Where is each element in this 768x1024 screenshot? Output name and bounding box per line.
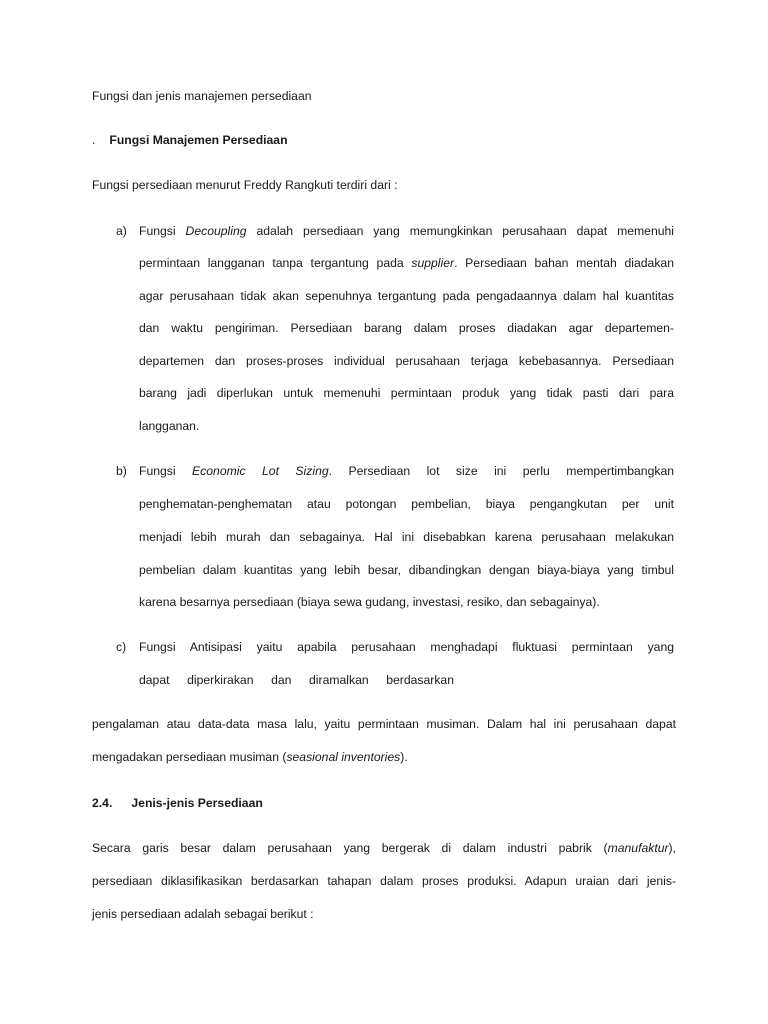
text-line: karena besarnya persediaan (biaya sewa gudang, investasi, resiko, dan sebagainya). (139, 595, 600, 609)
list-item-label: c) (116, 640, 127, 654)
text-line: permintaan langganan tanpa tergantung pada supplier. Persediaan bahan mentah diadakan (139, 256, 674, 270)
list-item-label: a) (116, 224, 127, 238)
text-line: penghematan-penghematan atau potongan pembelian, biaya pengangkutan per unit (139, 497, 674, 511)
text-line: Fungsi Decoupling adalah persediaan yang memungkinkan perusahaan dapat memenuhi (139, 224, 674, 238)
subsection-number: 2.4. (92, 796, 113, 810)
text-line: agar perusahaan tidak akan sepenuhnya tergantung pada pengadaannya dalam hal kuantitas (139, 289, 674, 303)
text-line: departemen dan proses-proses individual perusahaan terjaga kebebasannya. Persediaan (139, 354, 674, 368)
text-line: jenis persediaan adalah sebagai berikut : (92, 907, 314, 921)
list-item-label: b) (116, 464, 127, 478)
text-line: Secara garis besar dalam perusahaan yang bergerak di dalam industri pabrik (manufaktur), (92, 841, 676, 855)
section-number: . (92, 133, 96, 147)
text-line: mengadakan persediaan musiman (seasional inventories). (92, 750, 408, 764)
text-line: pengalaman atau data-data masa lalu, yaitu permintaan musiman. Dalam hal ini perusahaan dapat (92, 717, 676, 731)
section-title: Fungsi Manajemen Persediaan (109, 133, 288, 147)
text-line: Fungsi Economic Lot Sizing. Persediaan lot size ini perlu mempertimbangkan (139, 464, 674, 478)
text-line: menjadi lebih murah dan sebagainya. Hal ini disebabkan karena perusahaan melakukan (139, 530, 674, 544)
text-line: persediaan diklasifikasikan berdasarkan tahapan dalam proses produksi. Adapun uraian dari jenis- (92, 874, 676, 888)
section-heading (92, 132, 288, 148)
text-line: pembelian dalam kuantitas yang lebih besar, dibandingkan dengan biaya-biaya yang timbul (139, 563, 674, 577)
text-line: Fungsi Antisipasi yaitu apabila perusahaan menghadapi fluktuasi permintaan yang (139, 640, 674, 654)
text-line: dapat diperkirakan dan diramalkan berdasarkan (139, 673, 454, 687)
subsection-heading (92, 795, 263, 811)
document-title: Fungsi dan jenis manajemen persediaan (92, 89, 312, 103)
text-line: langganan. (139, 419, 200, 433)
intro-paragraph: Fungsi persediaan menurut Freddy Rangkuti terdiri dari : (92, 178, 398, 192)
subsection-title: Jenis-jenis Persediaan (131, 796, 263, 810)
text-line: dan waktu pengiriman. Persediaan barang dalam proses diadakan agar departemen- (139, 321, 674, 335)
text-line: barang jadi diperlukan untuk memenuhi permintaan produk yang tidak pasti dari para (139, 386, 674, 400)
